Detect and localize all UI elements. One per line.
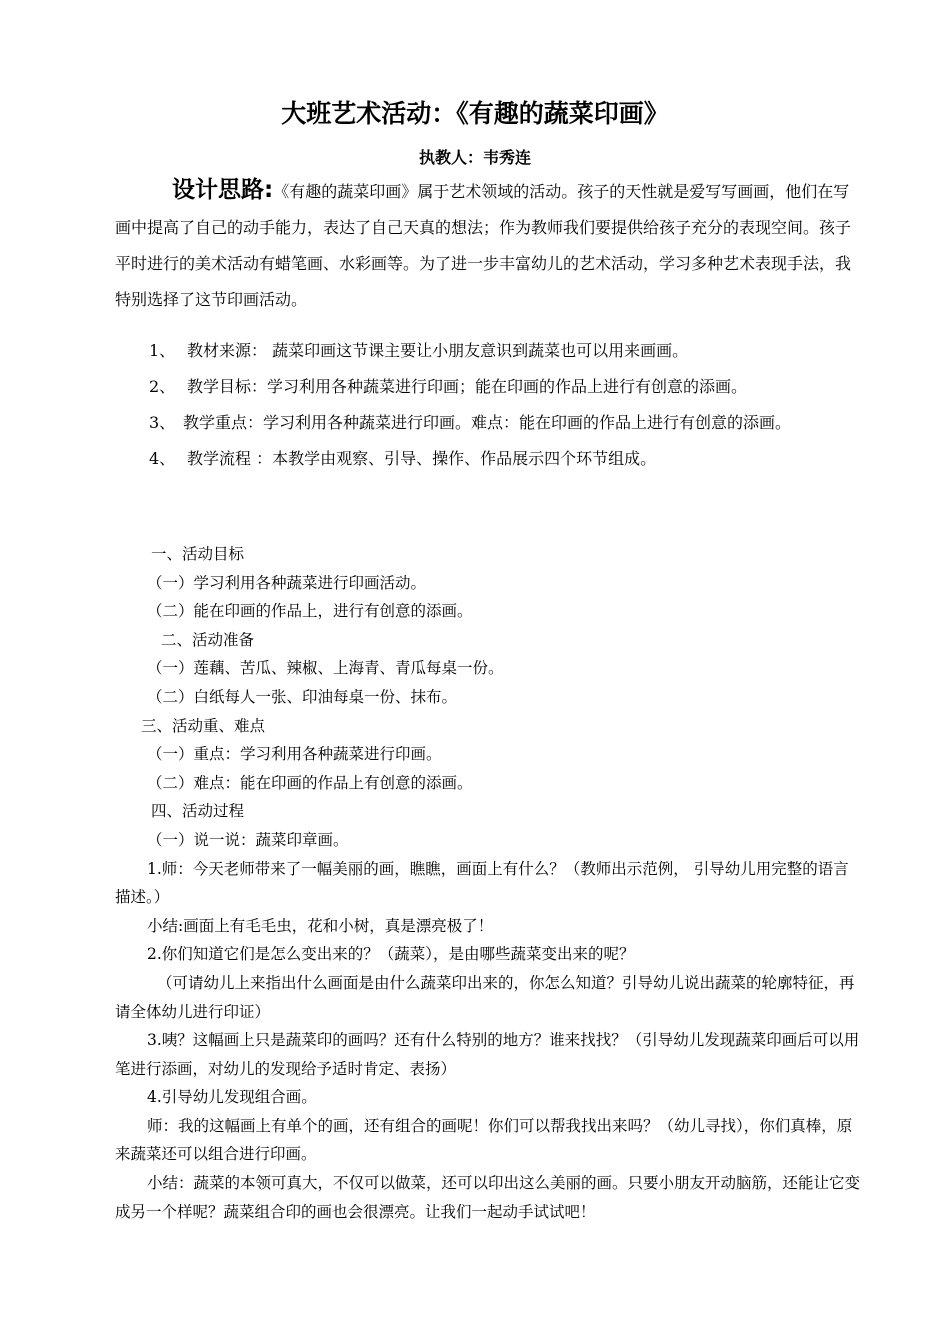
list-item: （一）说一说：蔬菜印章画。 (147, 830, 349, 849)
overview-item (115, 405, 861, 441)
design-heading: 设计思路: (172, 177, 274, 203)
item-text: 教学流程 ：本教学由观察、引导、操作、作品展示四个环节组成。 (187, 449, 657, 468)
overview-list (115, 333, 861, 477)
item-number: 3、 (149, 413, 176, 432)
paragraph: 1.师：今天老师带来了一幅美丽的画，瞧瞧，画面上有什么？（教师出示范例， 引导幼儿用完整的语言描述。） (115, 859, 849, 907)
section-heading: 二、活动准备 (161, 630, 255, 649)
item-text: 教学目标：学习利用各种蔬菜进行印画；能在印画的作品上进行有创意的添画。 (187, 377, 748, 396)
paragraph: 小结:画面上有毛毛虫，花和小树，真是漂亮极了！ (147, 916, 494, 935)
item-number: 1、 (149, 341, 176, 360)
design-paragraph (115, 172, 861, 318)
list-item: （二）难点：能在印画的作品上有创意的添画。 (147, 773, 473, 792)
teacher-line: 执教人：韦秀连 (418, 148, 531, 167)
paragraph: 4.引导幼儿发现组合画。 (147, 1088, 317, 1107)
list-item: （一）学习利用各种蔬菜进行印画活动。 (147, 573, 427, 592)
paragraph: 小结：蔬菜的本领可真大，不仅可以做菜，还可以印出这么美丽的画。只要小朋友开动脑筋，还能让它变成另一个样呢？蔬菜组合印的画也会很漂亮。让我们一起动手试试吧！ (115, 1174, 861, 1221)
item-number: 2、 (149, 377, 176, 396)
overview-item (115, 369, 861, 405)
activity-process (115, 540, 861, 1226)
design-text: 《有趣的蔬菜印画》属于艺术领域的活动。孩子的天性就是爱写写画画，他们在写画中提高了自己的动手能力，表达了自己天真的想法；作为教师我们要提供给孩子充分的表现空间。孩子平时进行的美术活动有蜡笔画、水彩画等。为了进一步丰富幼儿的艺术活动，学习多种艺术表现手法，我特别选择了这节印画活动。 (115, 182, 852, 309)
document-title: 大班艺术活动：《有趣的蔬菜印画》 (281, 99, 669, 128)
list-item: （一）重点：学习利用各种蔬菜进行印画。 (147, 745, 442, 764)
overview-item (115, 441, 861, 477)
section-heading: 三、活动重、难点 (141, 716, 266, 735)
overview-item (115, 333, 861, 369)
item-text: 教材来源： 蔬菜印画这节课主要让小朋友意识到蔬菜也可以用来画画。 (187, 341, 689, 360)
paragraph: （可请幼儿上来指出什么画面是由什么蔬菜印出来的，你怎么知道？引导幼儿说出蔬菜的轮廓特征，再请全体幼儿进行印证） (115, 973, 855, 1021)
list-item: （二）白纸每人一张、印油每桌一份、抹布。 (147, 687, 458, 706)
paragraph: 师：我的这幅画上有单个的画，还有组合的画呢！你们可以帮我找出来吗？（幼儿寻找），你们真棒，原来蔬菜还可以组合进行印画。 (115, 1116, 853, 1164)
item-number: 4、 (149, 449, 176, 468)
section-heading: 一、活动目标 (151, 545, 245, 563)
list-item: （一）莲藕、苦瓜、辣椒、上海青、青瓜每桌一份。 (147, 659, 504, 678)
section-heading: 四、活动过程 (151, 802, 245, 821)
paragraph: 2.你们知道它们是怎么变出来的？（蔬菜），是由哪些蔬菜变出来的呢？ (147, 945, 635, 964)
list-item: （二）能在印画的作品上，进行有创意的添画。 (147, 602, 473, 621)
item-text: 教学重点：学习利用各种蔬菜进行印画。难点：能在印画的作品上进行有创意的添画。 (183, 413, 792, 432)
paragraph: 3.咦？这幅画上只是蔬菜印的画吗？还有什么特别的地方？谁来找找？（引导幼儿发现蔬菜印画后可以用笔进行添画，对幼儿的发现给予适时肯定、表扬） (115, 1031, 860, 1078)
